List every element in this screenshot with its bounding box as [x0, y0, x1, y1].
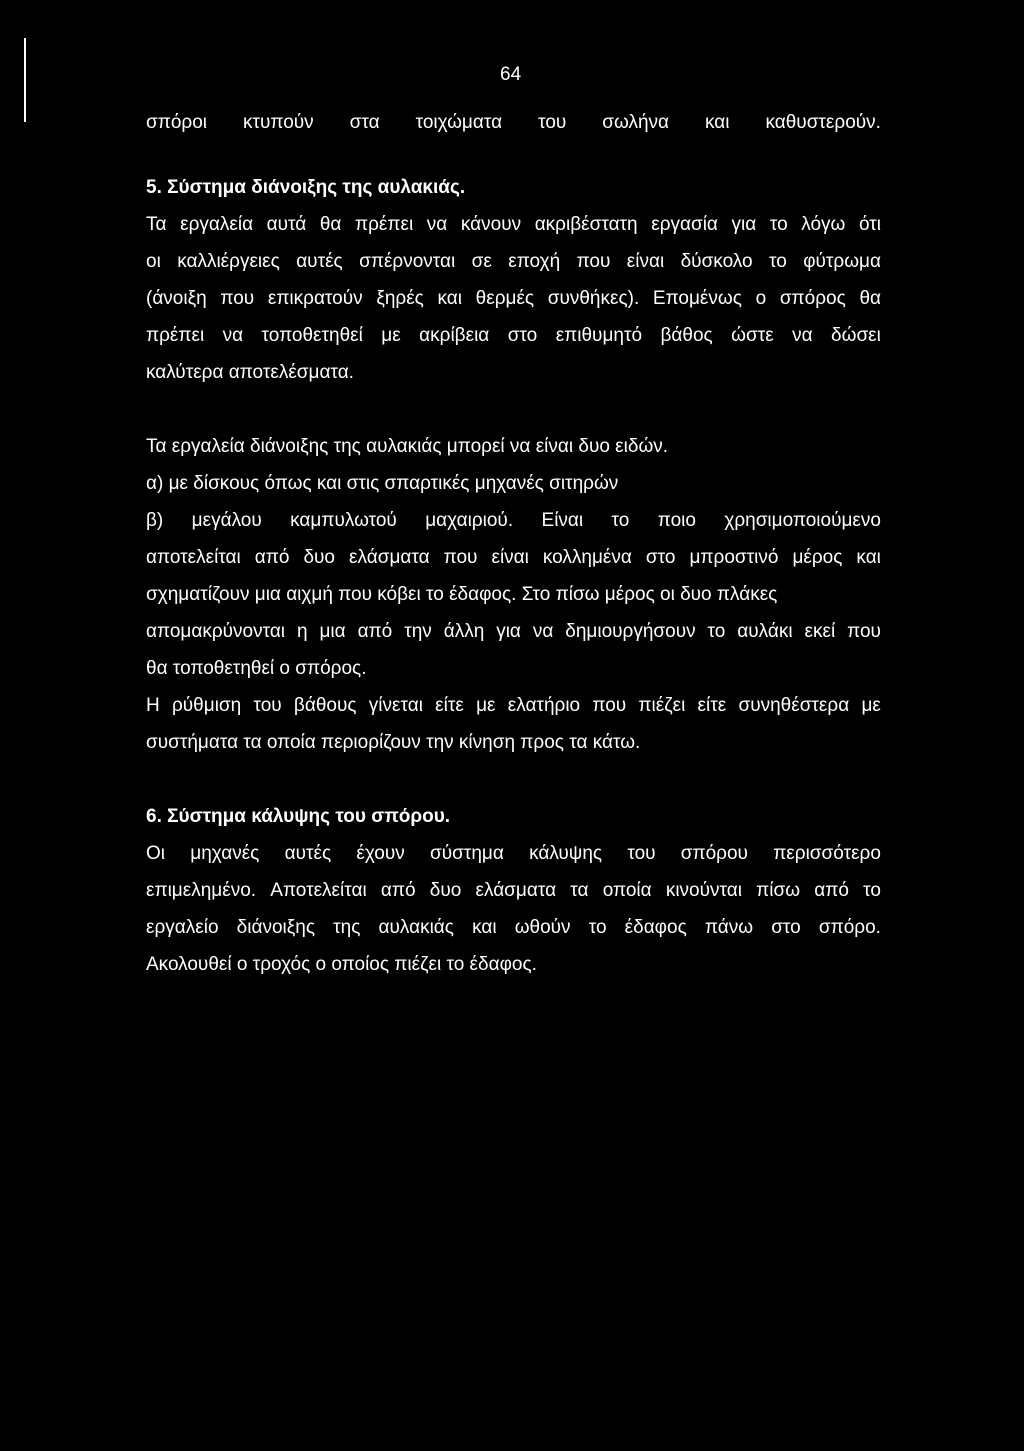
word: περισσότερο: [773, 843, 881, 864]
word: αυτές: [284, 843, 332, 864]
word: Είναι: [541, 510, 584, 531]
word: κολλημένα: [542, 547, 632, 568]
word: να: [532, 621, 554, 642]
word: πίσω: [756, 880, 801, 901]
word: μπροστινό: [689, 547, 779, 568]
word: ότι: [858, 214, 881, 235]
text-line: συστήματα τα οποία περιορίζουν την κίνηση προς τα κάτω.: [146, 732, 641, 753]
word: β): [146, 510, 164, 531]
word: από: [814, 880, 849, 901]
text-line: Τα εργαλεία διάνοιξης της αυλακιάς μπορεί να είναι δυο ειδών.: [146, 436, 669, 457]
text-line: καλύτερα αποτελέσματα.: [146, 362, 354, 383]
word: είναι: [626, 251, 665, 272]
word: που: [576, 251, 611, 272]
word: κινούνται: [665, 880, 742, 901]
word: φύτρωμα: [803, 251, 881, 272]
word: άλλη: [443, 621, 485, 642]
word: Οι: [146, 843, 165, 864]
word: τα: [570, 880, 589, 901]
word: αποτελείται: [146, 547, 241, 568]
word: σύστημα: [430, 843, 504, 864]
margin-rule: [24, 38, 26, 122]
text-line: [146, 104, 881, 141]
word: σπέρνονται: [359, 251, 456, 272]
word: σε: [471, 251, 492, 272]
word: και: [856, 547, 881, 568]
text-line: σχηματίζουν μια αιχμή που κόβει το έδαφος. Στο πίσω μέρος οι δυο πλάκες: [146, 584, 778, 605]
word: έδαφος: [624, 917, 687, 938]
word: ο: [755, 288, 767, 309]
word: του: [538, 112, 567, 133]
word: του: [627, 843, 656, 864]
word: στο: [771, 917, 801, 938]
word: από: [357, 621, 393, 642]
word: θα: [859, 288, 881, 309]
word: το: [707, 621, 726, 642]
word: Τα: [146, 214, 167, 235]
word: μια: [319, 621, 346, 642]
word: Η: [146, 695, 160, 716]
word: εργαλείο: [146, 917, 219, 938]
word: ακρίβεια: [419, 325, 490, 346]
word: το: [611, 510, 630, 531]
text-line: [146, 206, 881, 243]
word: επιμελημένο.: [146, 880, 257, 901]
word: σπόροι: [146, 112, 207, 133]
page-number: 64: [500, 64, 522, 85]
word: να: [792, 325, 813, 346]
word: επικρατούν: [267, 288, 363, 309]
word: ελατήριο: [507, 695, 581, 716]
word: και: [437, 288, 462, 309]
word: στο: [645, 547, 676, 568]
word: καμπυλωτού: [290, 510, 397, 531]
word: πρέπει: [146, 325, 205, 346]
text-line: [146, 317, 881, 354]
word: με: [381, 325, 401, 346]
word: είτε: [697, 695, 727, 716]
text-line: [146, 502, 881, 539]
text-line: [146, 243, 881, 280]
word: ελάσματα: [475, 880, 557, 901]
word: πάνω: [704, 917, 754, 938]
word: η: [296, 621, 308, 642]
text-line: [146, 872, 881, 909]
word: (άνοιξη: [146, 288, 207, 309]
word: κτυπούν: [242, 112, 314, 133]
word: μέρος: [792, 547, 843, 568]
word: ώστε: [731, 325, 774, 346]
word: επιθυμητό: [555, 325, 643, 346]
word: για: [496, 621, 521, 642]
word: εργασία: [651, 214, 718, 235]
word: αυλάκι: [737, 621, 793, 642]
word: δύσκολο: [680, 251, 753, 272]
word: θα: [319, 214, 342, 235]
word: λόγω: [801, 214, 846, 235]
word: τοιχώματα: [415, 112, 503, 133]
word: από: [254, 547, 290, 568]
word: το: [588, 917, 607, 938]
word: εργαλεία: [180, 214, 254, 235]
word: θερμές: [475, 288, 535, 309]
word: Επομένως: [652, 288, 742, 309]
word: σπόρου: [680, 843, 748, 864]
word: απομακρύνονται: [146, 621, 286, 642]
text-line: [146, 280, 881, 317]
word: την: [404, 621, 432, 642]
word: που: [220, 288, 255, 309]
text-line: [146, 835, 881, 872]
word: δυο: [429, 880, 462, 901]
word: συνθήκες).: [547, 288, 640, 309]
text-line: [146, 909, 881, 946]
word: για: [731, 214, 757, 235]
document-body: [146, 104, 881, 983]
word: βάθους: [293, 695, 357, 716]
section-heading-5: 5. Σύστημα διάνοιξης της αυλακιάς.: [146, 177, 466, 198]
word: το: [769, 214, 788, 235]
word: και: [705, 112, 730, 133]
word: μεγάλου: [191, 510, 262, 531]
word: πιέζει: [638, 695, 686, 716]
word: γίνεται: [368, 695, 423, 716]
word: ακριβέστατη: [534, 214, 638, 235]
word: βάθος: [660, 325, 713, 346]
word: από: [380, 880, 416, 901]
word: αυλακιάς: [378, 917, 454, 938]
word: του: [253, 695, 282, 716]
word: χρησιμοποιούμενο: [724, 510, 881, 531]
word: πρέπει: [355, 214, 414, 235]
word: σπόρος: [779, 288, 846, 309]
word: να: [222, 325, 244, 346]
text-line: Ακολουθεί ο τροχός ο οποίος πιέζει το έδαφος.: [146, 954, 537, 975]
word: στα: [349, 112, 380, 133]
word: που: [847, 621, 881, 642]
word: καθυστερούν.: [765, 112, 881, 133]
word: σπόρο.: [818, 917, 881, 938]
word: ελάσματα: [349, 547, 430, 568]
word: το: [768, 251, 787, 272]
section-heading-6: 6. Σύστημα κάλυψης του σπόρου.: [146, 806, 451, 827]
word: το: [863, 880, 881, 901]
word: με: [476, 695, 496, 716]
word: έχουν: [356, 843, 405, 864]
word: ποιο: [657, 510, 696, 531]
word: δημιουργήσουν: [565, 621, 696, 642]
word: ξηρές: [376, 288, 424, 309]
word: εκεί: [804, 621, 836, 642]
word: δώσει: [831, 325, 881, 346]
text-line: θα τοποθετηθεί ο σπόρος.: [146, 658, 367, 679]
word: Αποτελείται: [270, 880, 367, 901]
text-line: α) με δίσκους όπως και στις σπαρτικές μηχανές σιτηρών: [146, 473, 619, 494]
word: διάνοιξης: [236, 917, 315, 938]
word: καλλιέργειες: [177, 251, 280, 272]
word: και: [472, 917, 497, 938]
text-line: [146, 687, 881, 724]
word: τοποθετηθεί: [261, 325, 363, 346]
word: αυτές: [296, 251, 343, 272]
word: κάλυψης: [529, 843, 603, 864]
text-line: [146, 539, 881, 576]
word: μαχαιριού.: [425, 510, 514, 531]
word: σωλήνα: [602, 112, 670, 133]
word: ρύθμιση: [171, 695, 242, 716]
word: είτε: [435, 695, 464, 716]
word: στο: [507, 325, 538, 346]
word: με: [861, 695, 881, 716]
word: εποχή: [508, 251, 561, 272]
text-line: [146, 613, 881, 650]
word: συνηθέστερα: [738, 695, 850, 716]
word: οι: [146, 251, 161, 272]
word: που: [443, 547, 478, 568]
word: οποία: [602, 880, 652, 901]
word: να: [426, 214, 448, 235]
word: είναι: [491, 547, 529, 568]
word: της: [333, 917, 361, 938]
word: που: [592, 695, 627, 716]
word: αυτά: [266, 214, 307, 235]
word: μηχανές: [190, 843, 260, 864]
word: δυο: [303, 547, 336, 568]
word: κάνουν: [460, 214, 522, 235]
word: ωθούν: [514, 917, 571, 938]
